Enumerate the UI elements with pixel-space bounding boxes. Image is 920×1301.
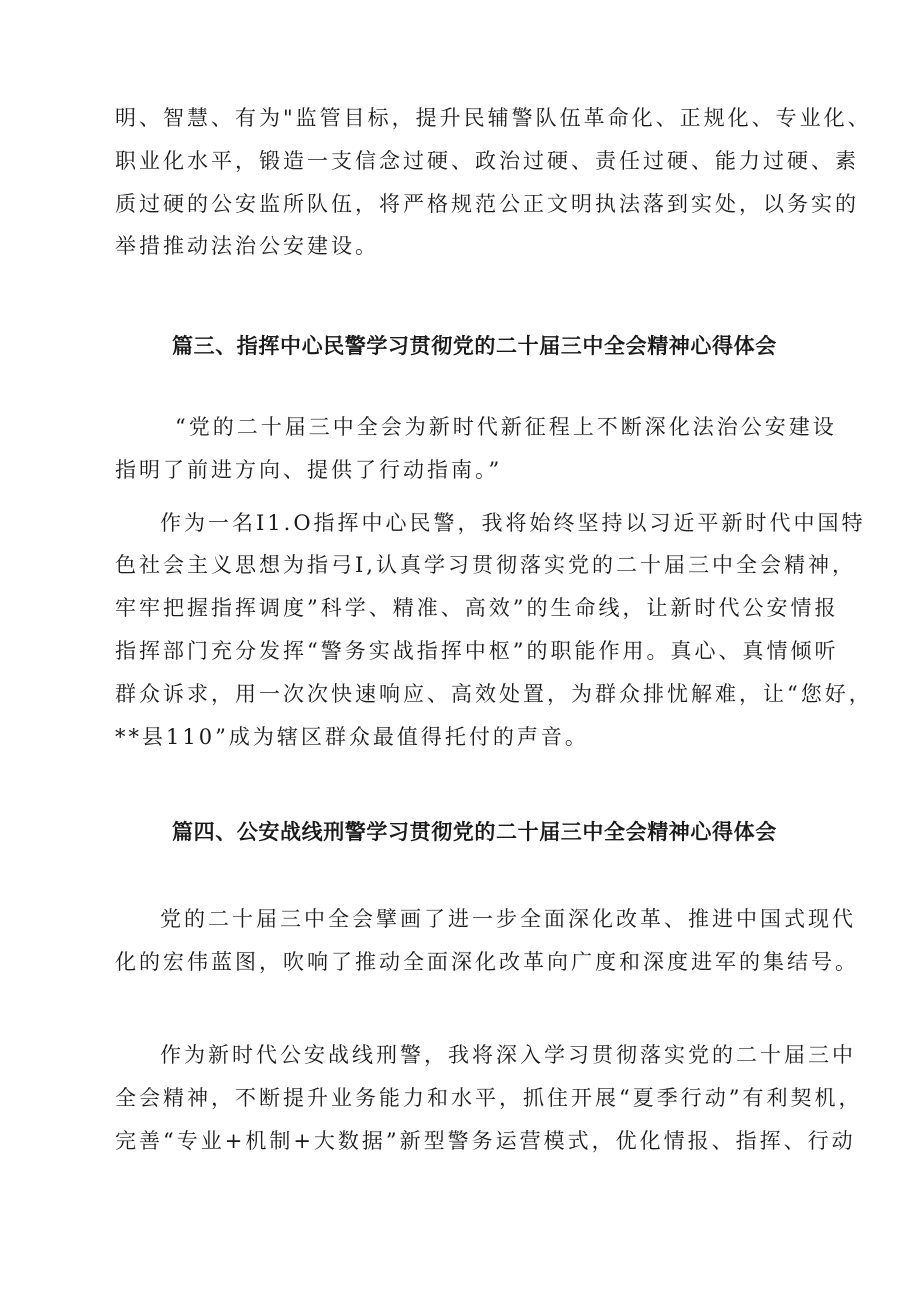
paragraph-line: 作为一名I1.O指挥中心民警，我将始终坚持以习近平新时代中国特 <box>160 511 866 535</box>
paragraph-line: 牢牢把握指挥调度”科学、精准、高效”的生命线，让新时代公安情报 <box>115 596 839 620</box>
quote-line: “党的二十届三中全会为新时代新征程上不断深化法治公安建设 <box>175 415 837 439</box>
paragraph-line: 全会精神，不断提升业务能力和水平，抓住开展“夏季行动”有利契机， <box>115 1086 863 1110</box>
paragraph-line: 完善“专业+机制+大数据”新型警务运营模式，优化情报、指挥、行动 <box>115 1129 856 1153</box>
paragraph-line: 指挥部门充分发挥“警务实战指挥中枢”的职能作用。真心、真情倾听 <box>115 639 839 663</box>
paragraph-line: 作为新时代公安战线刑警，我将深入学习贯彻落实党的二十届三中 <box>160 1043 856 1067</box>
paragraph-line: 职业化水平，锻造一支信念过硬、政治过硬、责任过硬、能力过硬、素 <box>115 149 859 173</box>
paragraph-line: 色社会主义思想为指弓I,认真学习贯彻落实党的二十届三中全会精神， <box>115 553 856 577</box>
paragraph-line: 明、智慧、有为"监管目标，提升民辅警队伍革命化、正规化、专业化、 <box>115 106 872 130</box>
paragraph-line: **县110”成为辖区群众最值得托付的声音。 <box>115 725 589 749</box>
paragraph-line: 举措推动法治公安建设。 <box>115 234 379 258</box>
paragraph-line: 群众诉求，用一次次快速响应、高效处置，为群众排忧解难，让“您好， <box>115 682 873 706</box>
paragraph-line: 党的二十届三中全会擘画了进一步全面深化改革、推进中国式现代 <box>160 907 856 931</box>
section-4-title: 篇四、公安战线刑警学习贯彻党的二十届三中全会精神心得体会 <box>172 820 777 844</box>
paragraph-line: 质过硬的公安监所队伍，将严格规范公正文明执法落到实处，以务实的 <box>115 192 859 216</box>
quote-line: 指明了前进方向、提供了行动指南。” <box>115 458 503 482</box>
section-3-title: 篇三、指挥中心民警学习贯彻党的二十届三中全会精神心得体会 <box>172 334 777 358</box>
paragraph-line: 化的宏伟蓝图，吹响了推动全面深化改革向广度和深度进军的集结号。 <box>115 950 859 974</box>
